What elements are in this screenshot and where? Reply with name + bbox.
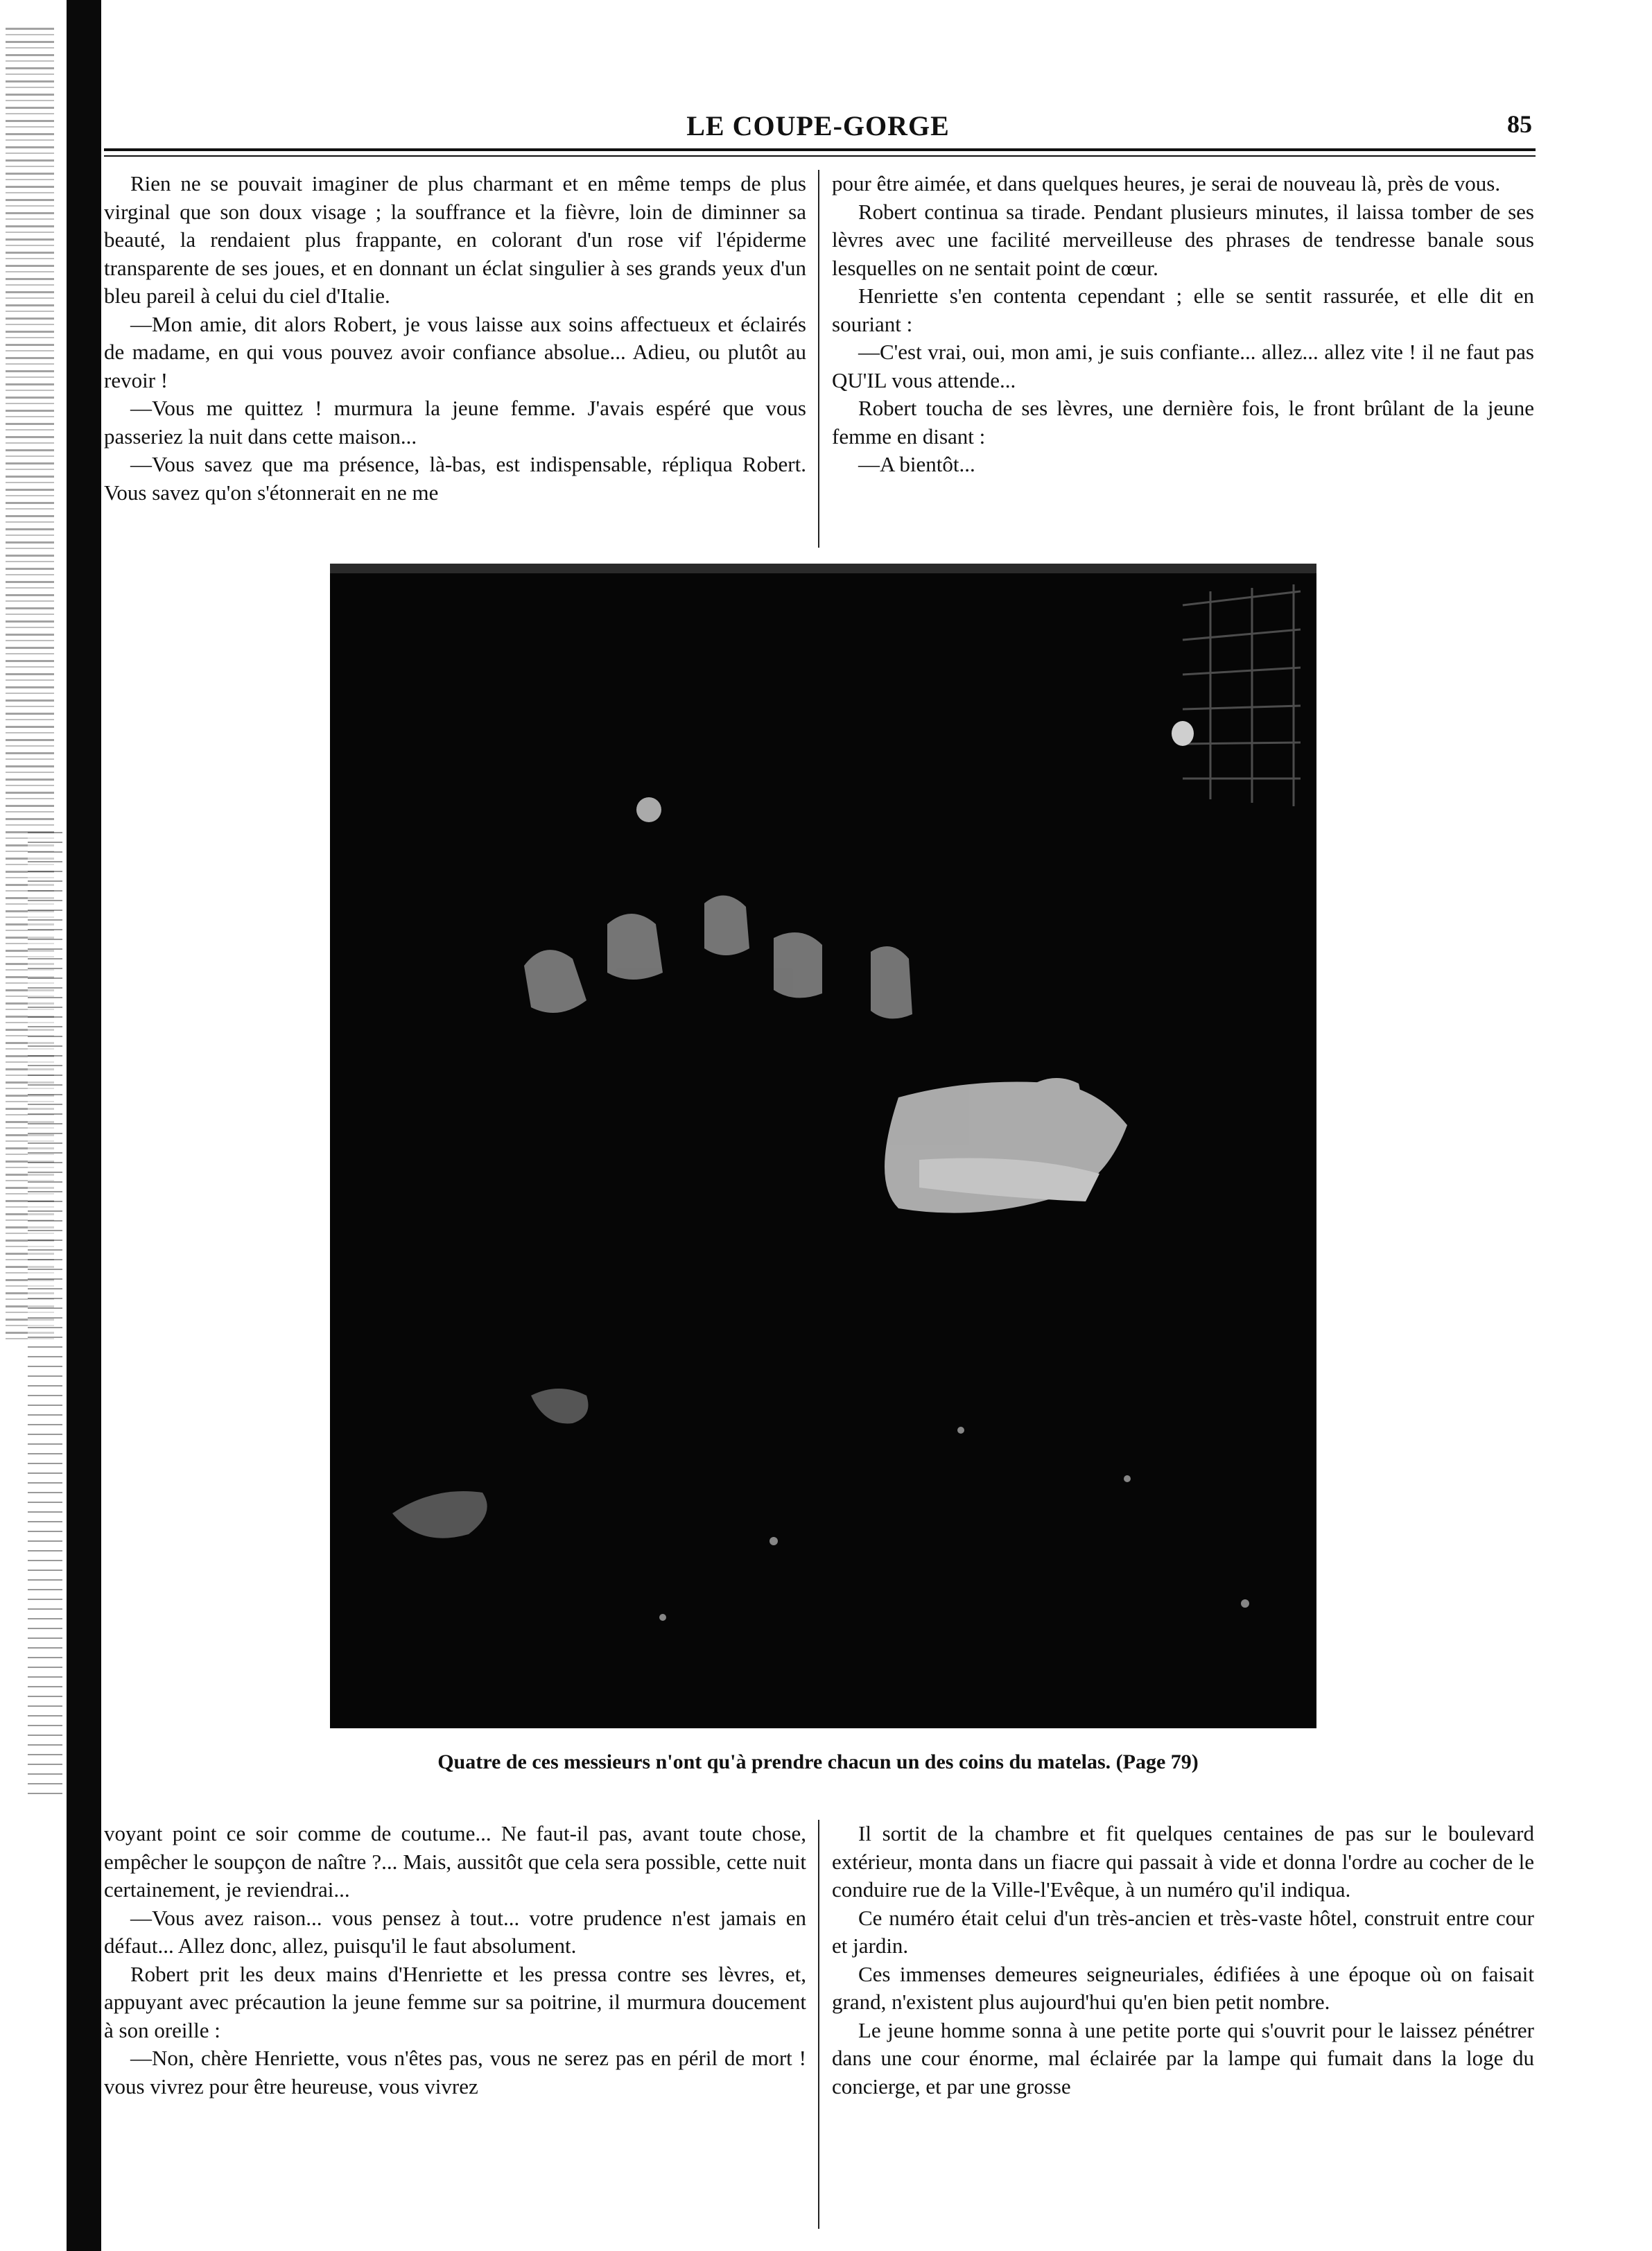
column-divider [818,1820,819,2229]
text-column-bottom-left [104,1820,806,2101]
paragraph: —Non, chère Henriette, vous n'êtes pas, vous ne serez pas en péril de mort ! vous vivrez pour être heureuse, vous vivrez [104,2046,806,2098]
paragraph: Ces immenses demeures seigneuriales, édifiées à une époque où on faisait grand, n'existent plus aujourd'hui qu'en bien petit nombre. [832,1961,1534,2014]
text-column-top-left [104,170,806,507]
paragraph: Robert toucha de ses lèvres, une dernière fois, le front brûlant de la jeune femme en disant : [832,396,1534,449]
header-rule [104,155,1536,157]
paragraph: Il sortit de la chambre et fit quelques centaines de pas sur le boulevard extérieur, monta dans un fiacre qui passait à vide et donna l'ordre au cocher de le conduire rue de la Ville-l'Evêque, à un numéro qu'il indiqua. [832,1821,1534,1902]
paragraph: pour être aimée, et dans quelques heures, je serai de nouveau là, près de vous. [832,171,1501,195]
paragraph: —Mon amie, dit alors Robert, je vous laisse aux soins affectueux et éclairés de madame, en qui vous pouvez avoir confiance absolue... Adieu, ou plutôt au revoir ! [104,311,806,392]
illustration [330,564,1316,1728]
page-header [104,110,1532,144]
paragraph: Le jeune homme sonna à une petite porte qui s'ouvrit pour le laissez pénétrer dans une cour énorme, mal éclairée par la lampe qui fumait dans la loge du concierge, et par une grosse [832,2017,1534,2098]
text-column-top-right [832,170,1534,479]
paragraph: Ce numéro était celui d'un très-ancien et très-vaste hôtel, construit entre cour et jardin. [832,1905,1534,1958]
paragraph: Robert prit les deux mains d'Henriette et les pressa contre ses lèvres, et, appuyant avec précaution la jeune femme sur sa poitrine, il murmura doucement à son oreille : [104,1961,806,2042]
paragraph: —Vous me quittez ! murmura la jeune femme. J'avais espéré que vous passeriez la nuit dans cette maison... [104,396,806,449]
paragraph: Robert continua sa tirade. Pendant plusieurs minutes, il laissa tomber de ses lèvres avec une facilité merveilleuse des phrases de tendresse banale sous lesquelles on ne sentait point de cœur. [832,199,1534,280]
paragraph: —A bientôt... [858,452,975,476]
scan-noise [28,832,62,1802]
illustration-engraving [330,564,1316,1728]
paragraph: Rien ne se pouvait imaginer de plus charmant et en même temps de plus virginal que son doux visage ; la souffrance et la fièvre, loin de diminner sa beauté, la rendaient plus frappante, en colorant d'un rose vif l'épiderme transparente de ses joues, et en donnant un éclat singulier à ses grands yeux d'un bleu pareil à celui du ciel d'Italie. [104,171,806,308]
paragraph: voyant point ce soir comme de coutume... Ne faut-il pas, avant toute chose, empêcher le soupçon de naître ?... Mais, aussitôt que cela sera possible, cette nuit certainement, je reviendrai... [104,1821,806,1902]
header-rule [104,148,1536,151]
running-title: LE COUPE-GORGE [686,110,950,141]
illustration-caption: Quatre de ces messieurs n'ont qu'à prendre chacun un des coins du matelas. (Page 79) [437,1750,1199,1773]
column-divider [818,170,819,548]
page-number: 85 [1507,110,1532,138]
scan-binding-edge [0,0,104,2251]
binding-shadow [67,0,101,2251]
paragraph: —Vous savez que ma présence, là-bas, est indispensable, répliqua Robert. Vous savez qu'on s'étonnerait en ne me [104,452,806,505]
paragraph: —C'est vrai, oui, mon ami, je suis confiante... allez... allez vite ! il ne faut pas QU'IL vous attende... [832,340,1534,392]
paragraph: Henriette s'en contenta cependant ; elle se sentit rassurée, et elle dit en souriant : [832,284,1534,336]
paragraph: —Vous avez raison... vous pensez à tout... votre prudence n'est jamais en défaut... Allez donc, allez, puisqu'il le faut absolument. [104,1905,806,1958]
text-column-bottom-right [832,1820,1534,2101]
